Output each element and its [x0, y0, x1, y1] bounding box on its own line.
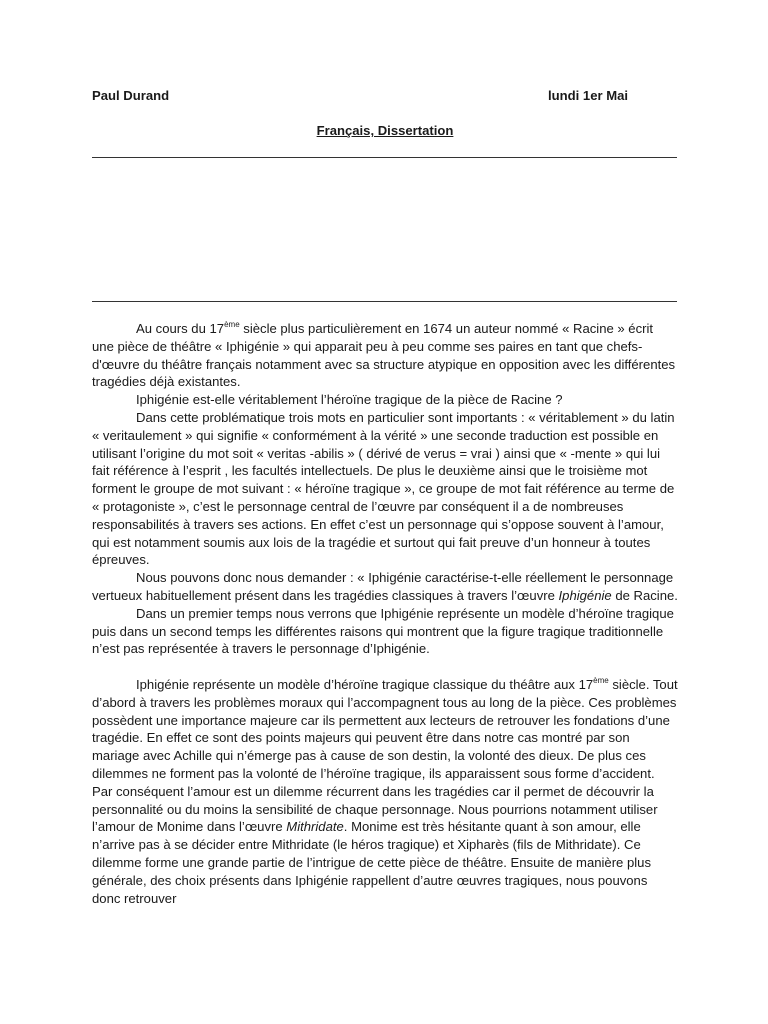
author-name: Paul Durand: [92, 88, 170, 103]
text-run: Dans cette problématique trois mots en particulier sont importants : « véritablement » du latin « veritaulement » qui signifie « conformément à la vérité » une seconde traduction est possible en utilisant l’origine du mot soit « veritas -abilis » ( dérivé de verus = vrai ) ainsi que « -mente » qui lui fait référence à l’esprit , les facultés intellectuels. De plus le deuxième ainsi que le troisième mot forment le groupe de mot suivant : « héroïne tragique », ce groupe de mot fait référence au terme de « protagoniste », c’est le personnage central de l’œuvre par conséquent il a de nombreuses responsabilités à travers ses actions. En effet c’est un personnage qui s’oppose souvent à l’amour, qui est notamment soumis aux lois de la tragédie et surtout qui fait preuve d’un honneur à toutes épreuves.: [92, 409, 675, 568]
horizontal-rule-bottom: [92, 301, 677, 302]
ordinal-superscript: ème: [593, 675, 609, 685]
paragraph-annonce-plan: [92, 605, 678, 658]
text-run: siècle plus particulièrement en 1674 un auteur nommé « Racine » écrit une pièce de théâtre « Iphigénie » qui apparait peu à peu comme ses paires en tant que chefs-d'œuvre du théâtre français notamment avec sa structure atypique en opposition avec les différentes tragédies déjà existantes.: [92, 321, 676, 390]
paragraph-partie-1: [92, 676, 678, 907]
ordinal-superscript: ème: [224, 320, 240, 329]
dissertation-body: [92, 320, 678, 907]
text-run: Au cours du 17: [136, 321, 225, 336]
text-run: Nous pouvons donc nous demander : « Iphigénie caractérise-t-elle réellement le personnage vertueux habituellement présent dans les tragédies classiques à travers l’œuvre: [92, 570, 674, 603]
text-run: siècle. Tout d’abord à travers les problèmes moraux qui l’accompagnent tous au long de la pièce. Ces problèmes possèdent une importance majeure car ils permettent aux lecteurs de retrouver les fondations d’une tragédie. En effet ce sont des points majeurs qui peuvent être dans notre cas montré par son mariage avec Achille qui n’émerge pas à cause de son destin, la volonté des dieux. De plus ces dilemmes ne forment pas la volonté de l’héroïne tragique, ils apparaissent sous forme d’accident. Par conséquent l’amour est un dilemme récurrent dans les tragédies car il permet de découvrir la personnalité ou du moins la sensibilité de chaque personnage. Nous pourrions notamment utiliser l’amour de Monime dans l’œuvre: [92, 676, 678, 835]
work-title-italic: Mithridate: [286, 819, 344, 835]
work-title-italic: Iphigénie: [558, 587, 612, 603]
document-header: [92, 88, 678, 106]
paragraph-problematique: [92, 391, 678, 409]
paragraph-question: [92, 569, 678, 605]
document-subject: Français, Dissertation: [316, 123, 454, 138]
text-run: Iphigénie représente un modèle d’héroïne tragique classique du théâtre aux 17: [136, 676, 594, 692]
text-run: de Racine.: [611, 587, 678, 603]
text-run: Dans un premier temps nous verrons que Iphigénie représente un modèle d’héroïne tragique puis dans un second temps les différentes raisons qui montrent que la figure tragique traditionnelle n’est pas représentée à travers le personnage d’Iphigénie.: [92, 605, 674, 657]
document-date: lundi 1er Mai: [548, 88, 629, 103]
text-run: . Monime est très hésitante quant à son amour, elle n’arrive pas à se décider entre Mithridate (le héros tragique) et Xipharès (fils de Mithridate). Ce dilemme forme une grande partie de l’intrigue de cette pièce de théâtre. Ensuite de manière plus générale, des choix présents dans Iphigénie rappellent d’autre œuvres tragiques, nous pouvons donc retrouver: [92, 819, 651, 906]
paragraph-analyse-termes: [92, 409, 678, 569]
text-run: Iphigénie est-elle véritablement l’héroïne tragique de la pièce de Racine ?: [136, 392, 563, 408]
horizontal-rule-top: [92, 157, 677, 158]
paragraph-intro: [92, 320, 678, 391]
